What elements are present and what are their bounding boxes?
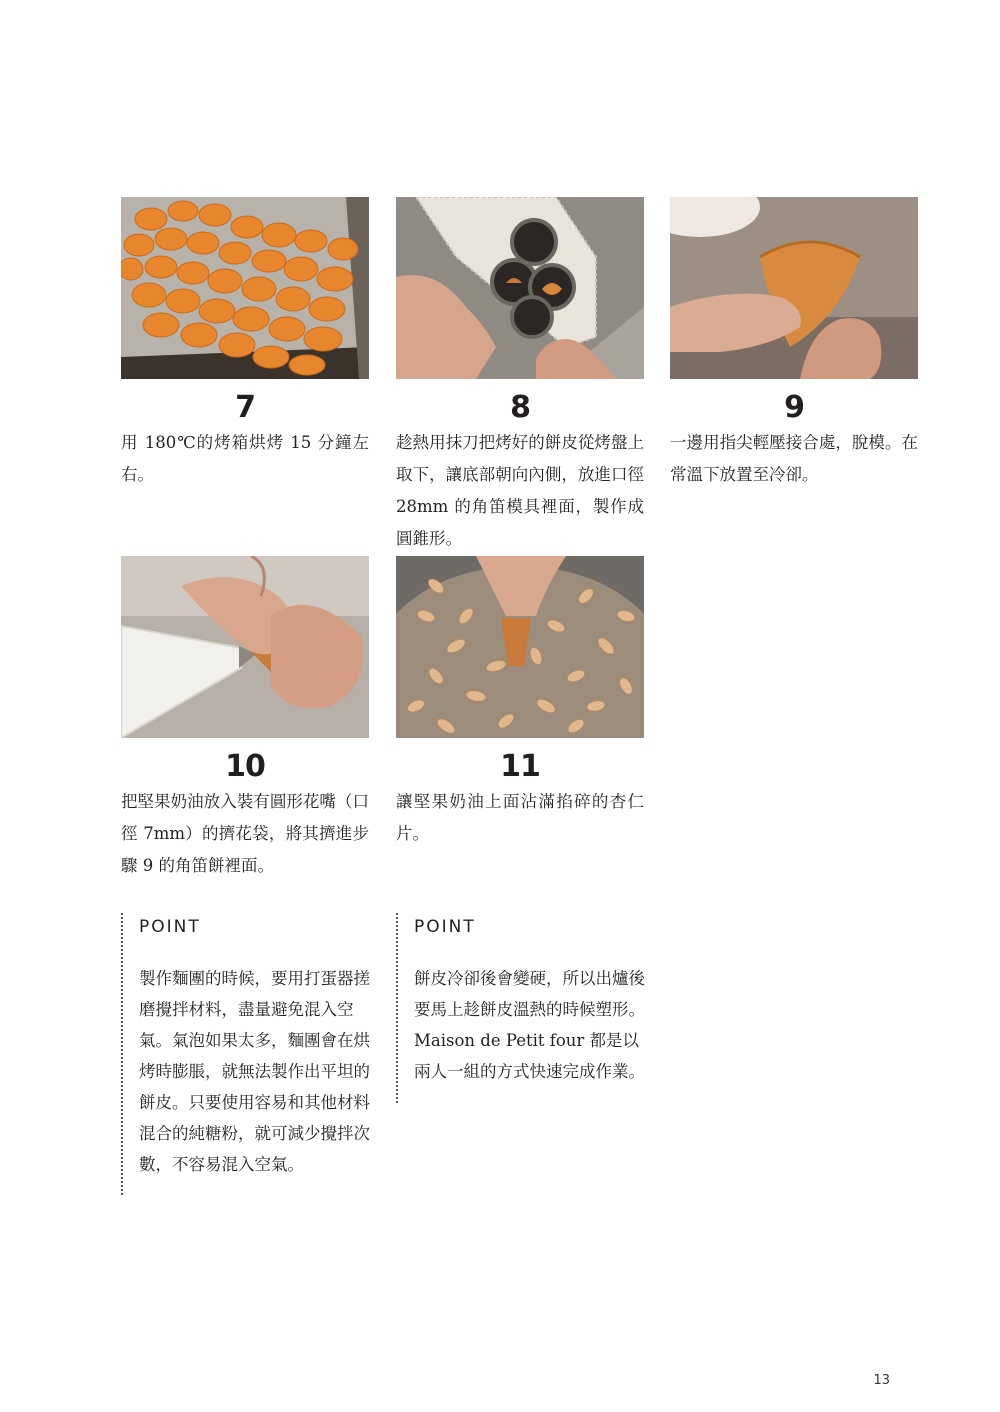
photo-baked-tuiles-on-tray: [121, 197, 369, 379]
step-11: [396, 556, 644, 850]
photo-shaping-in-cone-molds: [396, 197, 644, 379]
step-8: [396, 197, 644, 555]
step-description: 趁熱用抹刀把烤好的餅皮從烤盤上取下，讓底部朝向內側，放進口徑 28mm 的角笛模具裡面，製作成圓錐形。: [396, 433, 644, 548]
step-9: [670, 197, 918, 491]
step-description: 把堅果奶油放入裝有圓形花嘴（口徑 7mm）的擠花袋，將其擠進步驟 9 的角笛餅裡面。: [121, 792, 369, 875]
point-box-2: [396, 913, 650, 1103]
point-title: POINT: [414, 917, 476, 937]
photo-coating-with-almonds: [396, 556, 644, 738]
point-box-1: [121, 913, 375, 1195]
step-number: 9: [784, 390, 804, 425]
step-number: 8: [510, 390, 530, 425]
step-number: 7: [235, 390, 255, 425]
point-title: POINT: [139, 917, 201, 937]
step-7: [121, 197, 369, 491]
step-description: 讓堅果奶油上面沾滿掐碎的杏仁片。: [396, 792, 644, 843]
photo-pressing-cone-seam: [670, 197, 918, 379]
step-number: 11: [500, 749, 540, 784]
step-description: 一邊用指尖輕壓接合處，脫模。在常溫下放置至冷卻。: [670, 433, 918, 484]
step-number: 10: [225, 749, 265, 784]
point-body: 餅皮冷卻後會變硬，所以出爐後要馬上趁餅皮溫熱的時候塑形。Maison de Petit four 都是以兩人一組的方式快速完成作業。: [414, 969, 645, 1081]
point-body: 製作麵團的時候，要用打蛋器搓磨攪拌材料，盡量避免混入空氣。氣泡如果太多，麵團會在烘烤時膨脹，就無法製作出平坦的餅皮。只要使用容易和其他材料混合的純糖粉，就可減少攪拌次數，不容易混入空氣。: [139, 969, 370, 1174]
photo-piping-nut-cream: [121, 556, 369, 738]
page-number: 13: [873, 1373, 890, 1388]
step-10: [121, 556, 369, 882]
step-description: 用 180℃的烤箱烘烤 15 分鐘左右。: [121, 433, 369, 484]
